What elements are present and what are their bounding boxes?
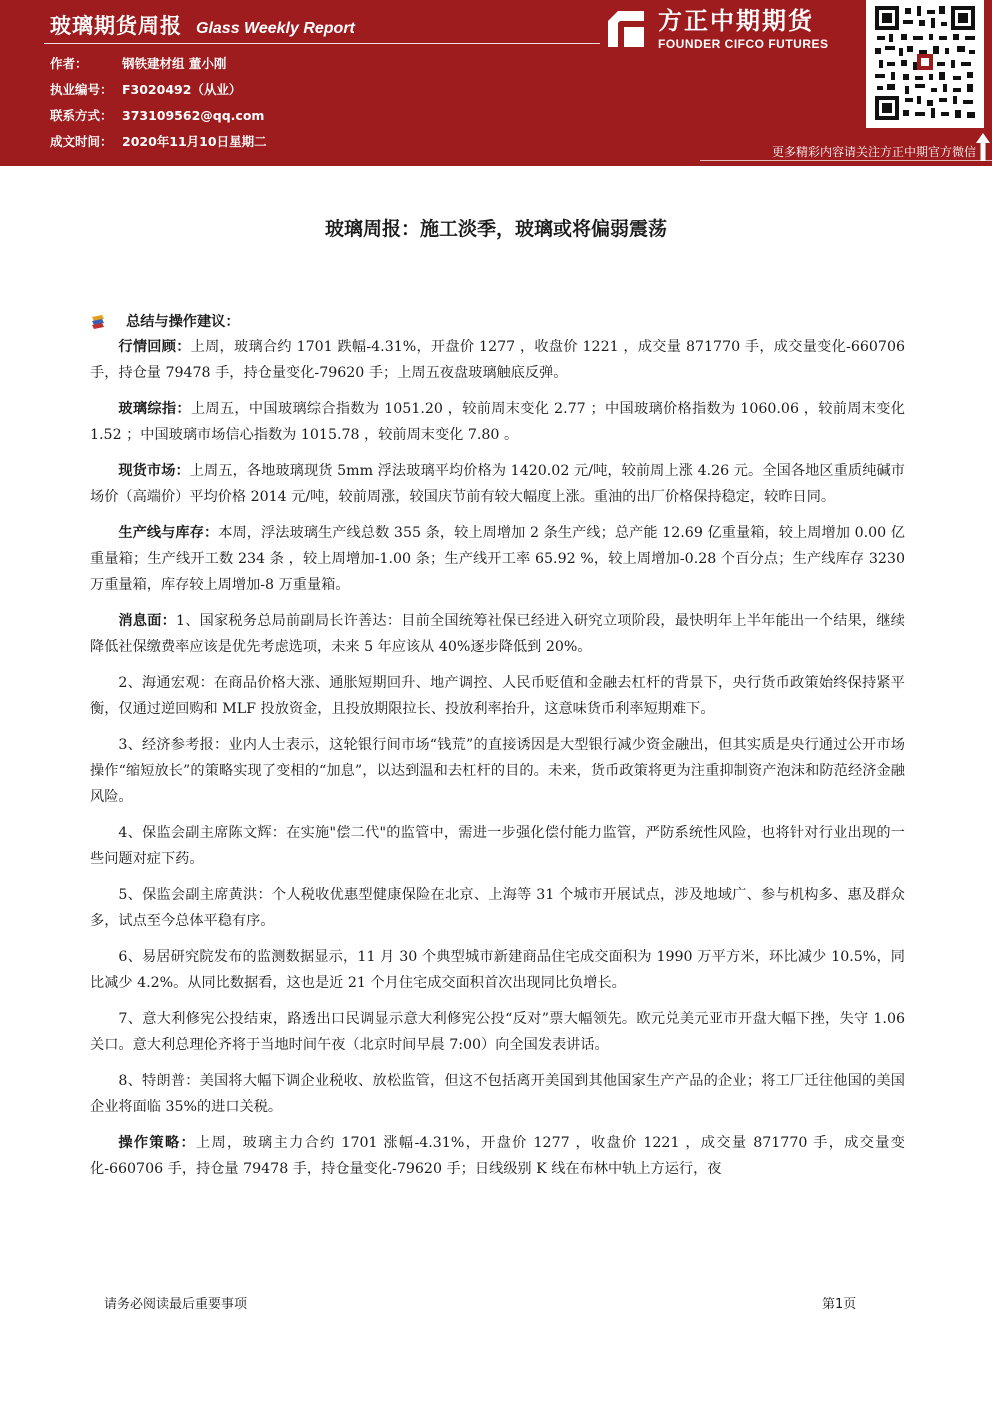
paragraph-glass-index <box>90 396 905 448</box>
qr-code-icon <box>873 4 977 122</box>
founder-logo-icon <box>604 7 648 51</box>
paragraph-spot-market <box>90 458 905 510</box>
report-body <box>90 310 905 1192</box>
logo-name-zh: 方正中期期货 <box>658 7 814 35</box>
info-row-date <box>50 132 267 158</box>
paragraph-text: 上周，玻璃主力合约 1701 涨幅-4.31%，开盘价 1277 ，收盘价 1221 ，成交量 871770 手，成交量变化-660706 手，持仓量 79478 手，持仓量变化-79620 手；日线级别 K 线在布林中轨上方运行，夜 <box>90 1135 905 1177</box>
summary-heading-text: 总结与操作建议： <box>126 314 240 330</box>
header-divider <box>44 43 600 44</box>
paragraph-text: 7、意大利修宪公投结束，路透出口民调显示意大利修宪公投“反对”票大幅领先。欧元兑美元亚市开盘大幅下挫，失守 1.06 关口。意大利总理伦齐将于当地时间午夜（北京时间早晨 7:00）向全国发表讲话。 <box>90 1011 905 1053</box>
summary-heading <box>90 310 905 334</box>
paragraph-text: 1、国家税务总局前副局长许善达：目前全国统筹社保已经进入研究立项阶段，最快明年上半年能出一个结果，继续降低社保缴费率应该是优先考虑选项，未来 5 年应该从 40%逐步降低到 20%。 <box>90 613 905 655</box>
info-row-contact <box>50 106 267 132</box>
wechat-qr-code <box>866 0 984 128</box>
paragraph-label: 生产线与库存： <box>118 525 219 541</box>
paragraph-production-inventory <box>90 520 905 598</box>
book-bullet-icon <box>90 315 106 329</box>
info-label: 联系方式： <box>50 108 113 123</box>
logo-text <box>658 6 829 52</box>
paragraph-text: 上周五，各地玻璃现货 5mm 浮法玻璃平均价格为 1420.02 元/吨，较前周上涨 4.26 元。全国各地区重质纯碱市场价（高端价）平均价格 2014 元/吨，较前周涨，较国庆节前有较大幅度上涨。重油的出厂价格保持稳定，较昨日同。 <box>90 463 905 505</box>
paragraph-news-5 <box>90 882 905 934</box>
paragraph-text: 上周五，中国玻璃综合指数为 1051.20 ，较前周末变化 2.77 ；中国玻璃价格指数为 1060.06 ，较前周末变化 1.52 ；中国玻璃市场信心指数为 1015.78 ，较前周末变化 7.80 。 <box>90 401 905 443</box>
report-header <box>0 0 992 166</box>
author-info <box>50 54 267 158</box>
paragraph-news-7 <box>90 1006 905 1058</box>
paragraph-text: 3、经济参考报：业内人士表示，这轮银行间市场“钱荒”的直接诱因是大型银行减少资金融出，但其实质是央行通过公开市场操作“缩短放长”的策略实现了变相的“加息”，以达到温和去杠杆的目的。未来，货币政策将更为注重抑制资产泡沫和防范经济金融风险。 <box>90 737 905 805</box>
info-label: 成文时间： <box>50 134 113 149</box>
info-value: 钢铁建材组 董小刚 <box>122 56 227 71</box>
paragraph-news-1 <box>90 608 905 660</box>
paragraph-market-review <box>90 334 905 386</box>
disclaimer-notice: 请务必阅读最后重要事项 <box>104 1297 248 1312</box>
paragraph-label: 操作策略： <box>118 1135 196 1151</box>
paragraph-news-8 <box>90 1068 905 1120</box>
paragraph-text: 4、保监会副主席陈文辉：在实施"偿二代"的监管中，需进一步强化偿付能力监管，严防系统性风险，也将针对行业出现的一些问题对症下药。 <box>90 825 905 867</box>
paragraph-text: 2、海通宏观：在商品价格大涨、通胀短期回升、地产调控、人民币贬值和金融去杠杆的背景下，央行货币政策始终保持紧平衡，仅通过逆回购和 MLF 投放资金，且投放期限拉长、投放利率抬升，这意味货币利率短期难下。 <box>90 675 905 717</box>
company-logo <box>604 6 829 52</box>
arrow-up-icon <box>975 132 991 162</box>
paragraph-text: 8、特朗普：美国将大幅下调企业税收、放松监管，但这不包括离开美国到其他国家生产产品的企业；将工厂迁往他国的美国企业将面临 35%的进口关税。 <box>90 1073 905 1115</box>
info-label: 执业编号： <box>50 82 113 97</box>
info-label: 作者： <box>50 56 88 71</box>
info-row-author <box>50 54 267 80</box>
follow-wechat-text: 更多精彩内容请关注方正中期官方微信 <box>771 145 976 159</box>
paragraph-label: 玻璃综指： <box>118 401 191 417</box>
report-title-zh: 玻璃期货周报 <box>50 14 182 38</box>
follow-divider <box>700 160 992 161</box>
report-title-en: Glass Weekly Report <box>196 20 355 37</box>
paragraph-news-6 <box>90 944 905 996</box>
paragraph-label: 现货市场： <box>118 463 190 479</box>
paragraph-news-3 <box>90 732 905 810</box>
info-value: 2020年11月10日星期二 <box>122 134 267 149</box>
report-title-block <box>50 10 355 40</box>
paragraph-news-2 <box>90 670 905 722</box>
logo-name-en: FOUNDER CIFCO FUTURES <box>658 37 829 51</box>
document-title: 玻璃周报：施工淡季，玻璃或将偏弱震荡 <box>324 218 667 240</box>
paragraph-text: 本周，浮法玻璃生产线总数 355 条，较上周增加 2 条生产线；总产能 12.69 亿重量箱，较上周增加 0.00 亿重量箱；生产线开工数 234 条 ，较上周增加-1.00 条；生产线开工率 65.92 %，较上周增加-0.28 个百分点；生产线库存 3230 万重量箱，库存较上周增加-8 万重量箱。 <box>90 525 905 593</box>
paragraph-text: 5、保监会副主席黄洪：个人税收优惠型健康保险在北京、上海等 31 个城市开展试点，涉及地域广、参与机构多、惠及群众多，试点至今总体平稳有序。 <box>90 887 905 929</box>
info-value: F3020492（从业） <box>122 82 242 97</box>
paragraph-news-4 <box>90 820 905 872</box>
page-number: 第1页 <box>822 1297 857 1312</box>
paragraph-label: 行情回顾： <box>118 339 191 355</box>
paragraph-text: 6、易居研究院发布的监测数据显示，11 月 30 个典型城市新建商品住宅成交面积为 1990 万平方米，环比减少 10.5%，同比减少 4.2%。从同比数据看，这也是近 21 个月住宅成交面积首次出现同比负增长。 <box>90 949 905 991</box>
paragraph-label: 消息面： <box>118 613 176 629</box>
info-value[interactable]: 373109562@qq.com <box>122 108 265 123</box>
paragraph-strategy <box>90 1130 905 1182</box>
paragraph-text: 上周，玻璃合约 1701 跌幅-4.31%，开盘价 1277 ，收盘价 1221 ，成交量 871770 手，成交量变化-660706 手，持仓量 79478 手，持仓量变化-79620 手；上周五夜盘玻璃触底反弹。 <box>90 339 905 381</box>
info-row-license <box>50 80 267 106</box>
